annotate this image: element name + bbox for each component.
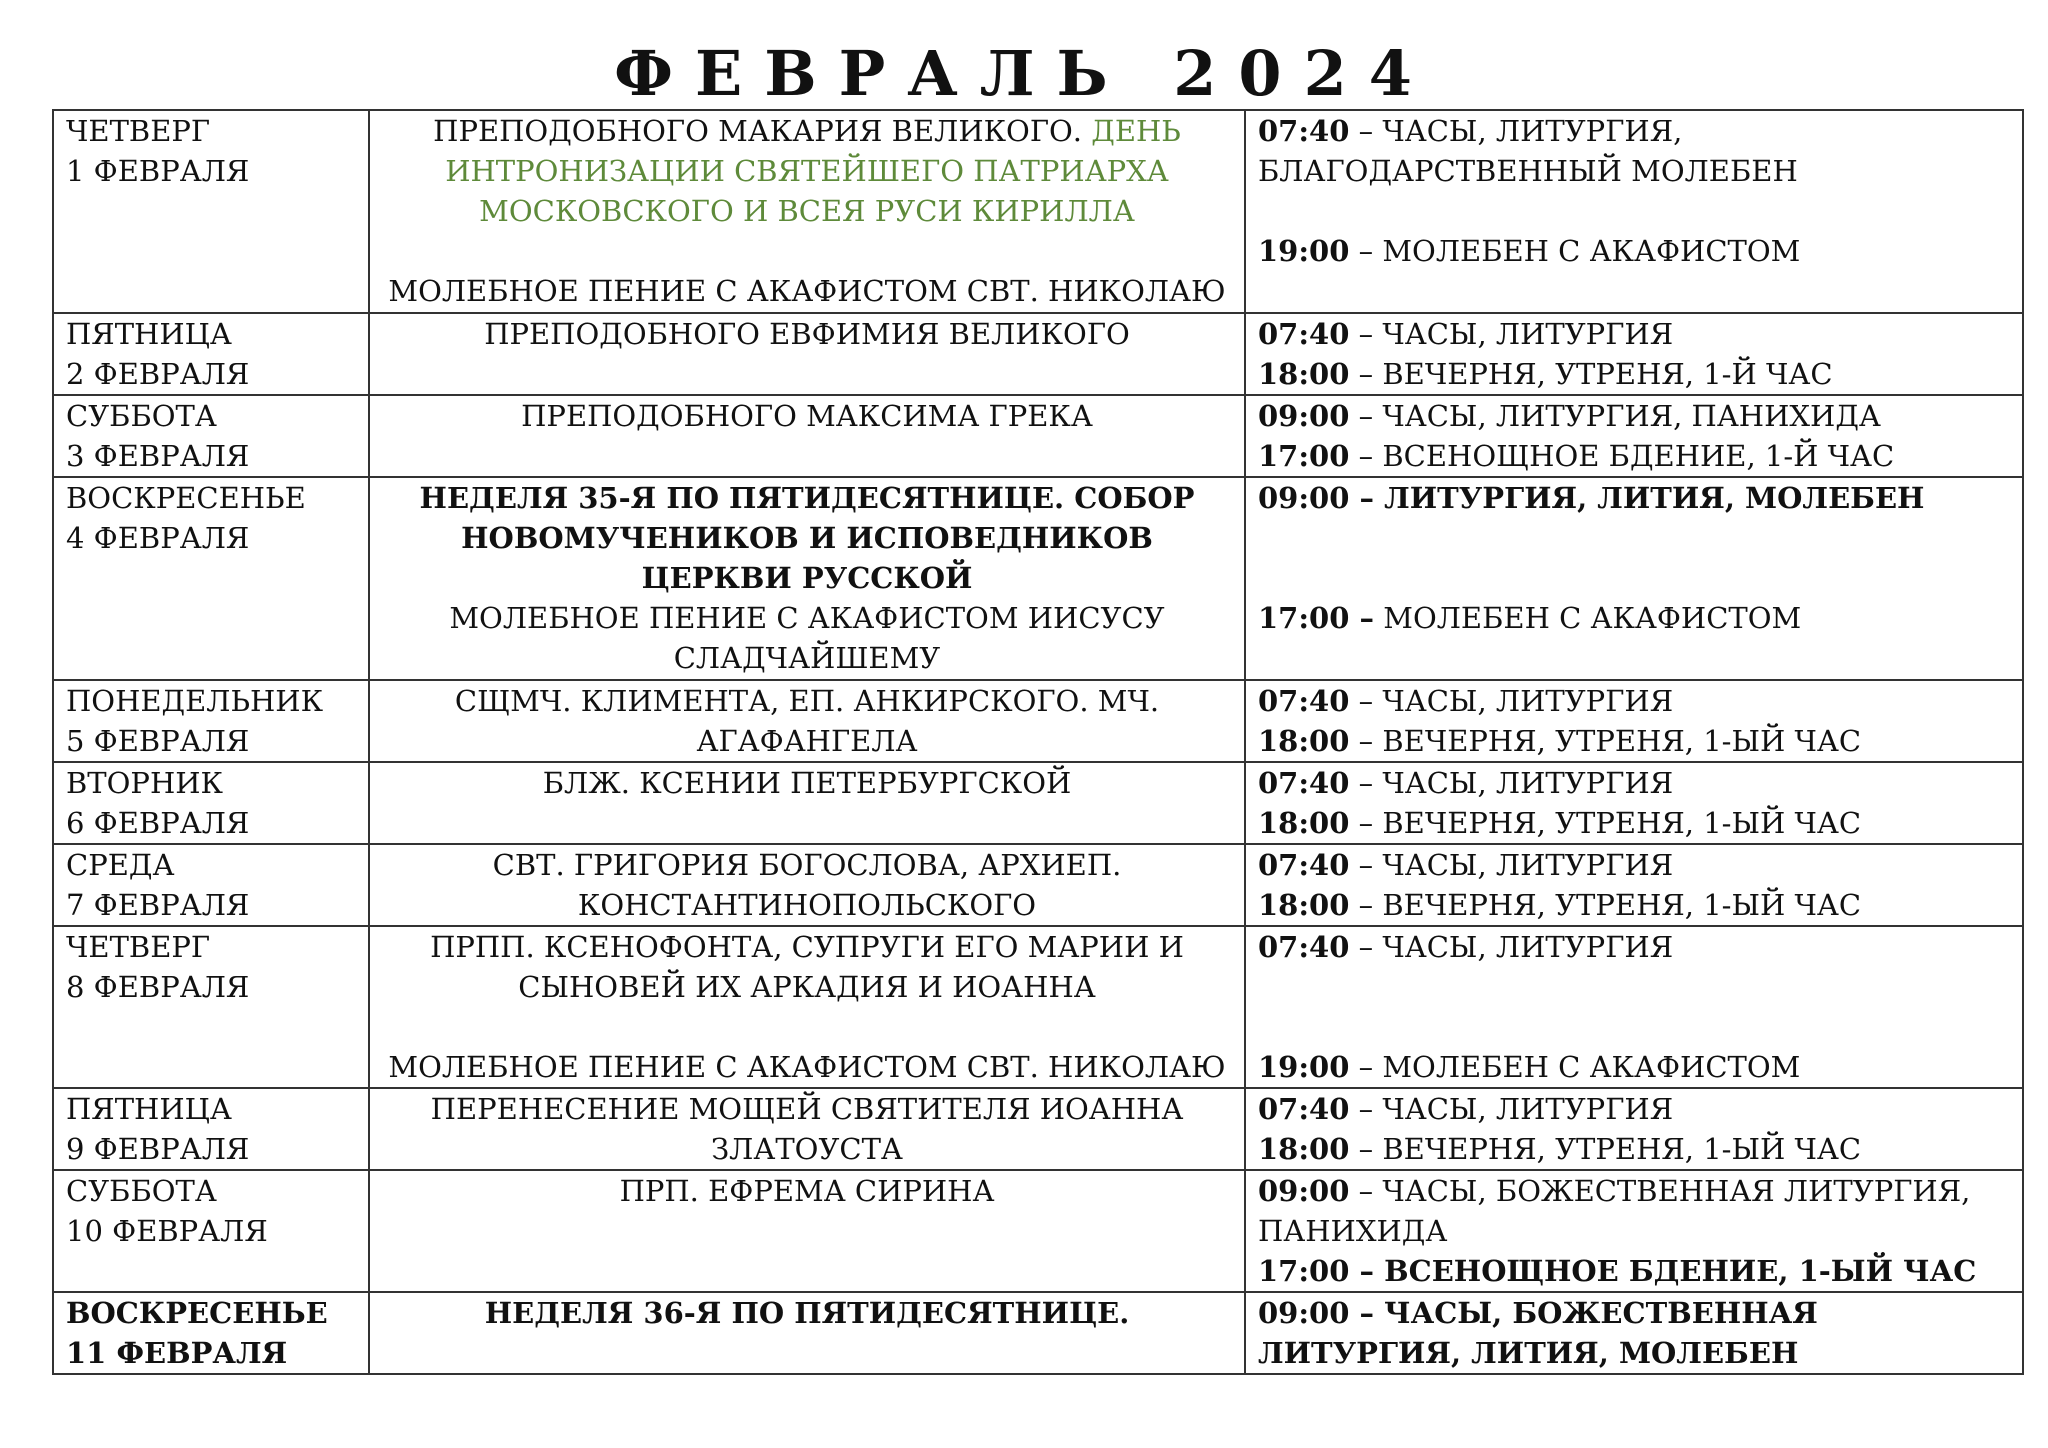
service-text: – МОЛЕБЕН С АКАФИСТОМ <box>1349 1050 1801 1084</box>
service-time: 17:00 <box>1258 439 1350 473</box>
date: 1 ФЕВРАЛЯ <box>66 154 250 188</box>
service-text: – ЛИТУРГИЯ, ЛИТИЯ, МОЛЕБЕН <box>1349 481 1925 515</box>
weekday: СУББОТА <box>66 1174 217 1208</box>
table-row <box>53 1088 2023 1170</box>
schedule-table <box>52 109 2024 1375</box>
page-title: ФЕВРАЛЬ 2024 <box>614 37 1434 110</box>
service-text: – ЧАСЫ, ЛИТУРГИЯ <box>1349 766 1674 800</box>
feast-cell <box>369 926 1245 1088</box>
feast-cell <box>369 844 1245 926</box>
service-time: 19:00 <box>1258 234 1350 268</box>
date-cell <box>53 844 369 926</box>
feast-title: ПРПП. КСЕНОФОНТА, СУПРУГИ ЕГО МАРИИ И СЫНОВЕЙ ИХ АРКАДИЯ И ИОАННА <box>430 930 1184 1004</box>
service-time: 09:00 <box>1258 399 1350 433</box>
services-cell <box>1245 926 2023 1088</box>
services-cell <box>1245 844 2023 926</box>
date: 7 ФЕВРАЛЯ <box>66 888 250 922</box>
service-time: 17:00 <box>1258 1254 1350 1288</box>
feast-extra: МОЛЕБНОЕ ПЕНИЕ С АКАФИСТОМ СВТ. НИКОЛАЮ <box>388 1050 1226 1084</box>
feast-cell <box>369 313 1245 395</box>
service-text: – ЧАСЫ, БОЖЕСТВЕННАЯ ЛИТУРГИЯ, ЛИТИЯ, МОЛЕБЕН <box>1258 1296 1818 1370</box>
feast-title: ПЕРЕНЕСЕНИЕ МОЩЕЙ СВЯТИТЕЛЯ ИОАННА ЗЛАТОУСТА <box>430 1092 1184 1166</box>
service-text: МОЛЕБЕН С АКАФИСТОМ <box>1374 601 1802 635</box>
table-row <box>53 926 2023 1088</box>
date: 2 ФЕВРАЛЯ <box>66 357 250 391</box>
service-text: – ЧАСЫ, ЛИТУРГИЯ <box>1349 684 1674 718</box>
feast-cell <box>369 1088 1245 1170</box>
services-cell <box>1245 395 2023 477</box>
weekday: ПЯТНИЦА <box>66 317 232 351</box>
table-row <box>53 762 2023 844</box>
service-text: – ЧАСЫ, ЛИТУРГИЯ, БЛАГОДАРСТВЕННЫЙ МОЛЕБЕН <box>1258 114 1798 188</box>
feast-title: ПРЕПОДОБНОГО ЕВФИМИЯ ВЕЛИКОГО <box>484 317 1130 351</box>
services-cell <box>1245 680 2023 762</box>
date: 5 ФЕВРАЛЯ <box>66 724 250 758</box>
service-time: 18:00 <box>1258 1132 1350 1166</box>
feast-title: СЩМЧ. КЛИМЕНТА, ЕП. АНКИРСКОГО. МЧ. АГАФАНГЕЛА <box>454 684 1160 758</box>
service-time: 18:00 <box>1258 357 1350 391</box>
feast-title: СВТ. ГРИГОРИЯ БОГОСЛОВА, АРХИЕП. КОНСТАНТИНОПОЛЬСКОГО <box>492 848 1122 922</box>
services-cell <box>1245 762 2023 844</box>
weekday: СУББОТА <box>66 399 217 433</box>
service-time: 07:40 <box>1258 766 1350 800</box>
table-row <box>53 313 2023 395</box>
table-row <box>53 680 2023 762</box>
feast-extra: МОЛЕБНОЕ ПЕНИЕ С АКАФИСТОМ СВТ. НИКОЛАЮ <box>388 274 1226 308</box>
date: 3 ФЕВРАЛЯ <box>66 439 250 473</box>
service-text: – ЧАСЫ, ЛИТУРГИЯ <box>1349 848 1674 882</box>
feast-cell <box>369 395 1245 477</box>
date: 8 ФЕВРАЛЯ <box>66 970 250 1004</box>
date-cell <box>53 395 369 477</box>
date-cell <box>53 762 369 844</box>
weekday: ЧЕТВЕРГ <box>66 930 211 964</box>
services-cell <box>1245 1088 2023 1170</box>
service-text: – ВСЕНОЩНОЕ БДЕНИЕ, 1-ЫЙ ЧАС <box>1349 1254 1977 1288</box>
service-time: 18:00 <box>1258 888 1350 922</box>
table-row <box>53 110 2023 313</box>
service-text: – ЧАСЫ, ЛИТУРГИЯ <box>1349 317 1674 351</box>
date: 10 ФЕВРАЛЯ <box>66 1214 268 1248</box>
services-cell <box>1245 477 2023 680</box>
service-text: – ЧАСЫ, ЛИТУРГИЯ <box>1349 1092 1674 1126</box>
feast-extra: МОЛЕБНОЕ ПЕНИЕ С АКАФИСТОМ ИИСУСУ СЛАДЧАЙШЕМУ <box>449 601 1165 675</box>
date: 4 ФЕВРАЛЯ <box>66 521 250 555</box>
service-time: 09:00 <box>1258 1296 1350 1330</box>
services-cell <box>1245 1170 2023 1292</box>
services-cell <box>1245 110 2023 313</box>
service-time: 07:40 <box>1258 114 1350 148</box>
services-cell <box>1245 313 2023 395</box>
weekday: ВОСКРЕСЕНЬЕ <box>66 1296 328 1330</box>
feast-title: БЛЖ. КСЕНИИ ПЕТЕРБУРГСКОЙ <box>542 766 1072 800</box>
date-cell <box>53 110 369 313</box>
weekday: ВТОРНИК <box>66 766 223 800</box>
service-time: 07:40 <box>1258 684 1350 718</box>
service-time: 17:00 <box>1258 601 1350 635</box>
date-cell <box>53 477 369 680</box>
service-time: 07:40 <box>1258 317 1350 351</box>
feast-cell <box>369 1170 1245 1292</box>
weekday: СРЕДА <box>66 848 175 882</box>
service-time: 07:40 <box>1258 1092 1350 1126</box>
feast-cell <box>369 680 1245 762</box>
table-row <box>53 844 2023 926</box>
service-text: – ВСЕНОЩНОЕ БДЕНИЕ, 1-Й ЧАС <box>1349 439 1895 473</box>
service-text: – МОЛЕБЕН С АКАФИСТОМ <box>1349 234 1801 268</box>
table-row <box>53 395 2023 477</box>
service-text: – ВЕЧЕРНЯ, УТРЕНЯ, 1-Й ЧАС <box>1349 357 1833 391</box>
date-cell <box>53 1170 369 1292</box>
date: 6 ФЕВРАЛЯ <box>66 806 250 840</box>
feast-cell <box>369 477 1245 680</box>
service-text: – ВЕЧЕРНЯ, УТРЕНЯ, 1-ЫЙ ЧАС <box>1349 888 1862 922</box>
feast-cell <box>369 762 1245 844</box>
feast-title: НЕДЕЛЯ 36-Я ПО ПЯТИДЕСЯТНИЦЕ. <box>484 1296 1130 1330</box>
service-text: – ЧАСЫ, ЛИТУРГИЯ, ПАНИХИДА <box>1349 399 1881 433</box>
date-cell <box>53 1292 369 1374</box>
date-cell <box>53 680 369 762</box>
table-row <box>53 1292 2023 1374</box>
feast-title: ПРП. ЕФРЕМА СИРИНА <box>619 1174 995 1208</box>
service-time: 09:00 <box>1258 1174 1350 1208</box>
date: 9 ФЕВРАЛЯ <box>66 1132 250 1166</box>
feast-title: ПРЕПОДОБНОГО МАКСИМА ГРЕКА <box>521 399 1093 433</box>
service-text: – ВЕЧЕРНЯ, УТРЕНЯ, 1-ЫЙ ЧАС <box>1349 806 1862 840</box>
weekday: ЧЕТВЕРГ <box>66 114 211 148</box>
table-row <box>53 1170 2023 1292</box>
service-text: – ВЕЧЕРНЯ, УТРЕНЯ, 1-ЫЙ ЧАС <box>1349 724 1862 758</box>
service-dash: – <box>1349 601 1375 635</box>
service-time: 09:00 <box>1258 481 1350 515</box>
service-text: – ЧАСЫ, ЛИТУРГИЯ <box>1349 930 1674 964</box>
weekday: ПЯТНИЦА <box>66 1092 232 1126</box>
date-cell <box>53 926 369 1088</box>
date-cell <box>53 1088 369 1170</box>
date: 11 ФЕВРАЛЯ <box>66 1336 288 1370</box>
table-row <box>53 477 2023 680</box>
weekday: ПОНЕДЕЛЬНИК <box>66 684 324 718</box>
service-time: 18:00 <box>1258 724 1350 758</box>
date-cell <box>53 313 369 395</box>
feast-title: ПРЕПОДОБНОГО МАКАРИЯ ВЕЛИКОГО. <box>433 114 1083 148</box>
feast-cell <box>369 1292 1245 1374</box>
weekday: ВОСКРЕСЕНЬЕ <box>66 481 306 515</box>
feast-highlight: ДЕНЬ ИНТРОНИЗАЦИИ СВЯТЕЙШЕГО ПАТРИАРХА МОСКОВСКОГО И ВСЕЯ РУСИ КИРИЛЛА <box>445 114 1181 228</box>
service-time: 18:00 <box>1258 806 1350 840</box>
service-time: 19:00 <box>1258 1050 1350 1084</box>
service-text: – ВЕЧЕРНЯ, УТРЕНЯ, 1-ЫЙ ЧАС <box>1349 1132 1862 1166</box>
service-time: 07:40 <box>1258 930 1350 964</box>
feast-title: НЕДЕЛЯ 35-Я ПО ПЯТИДЕСЯТНИЦЕ. СОБОР НОВОМУЧЕНИКОВ И ИСПОВЕДНИКОВ ЦЕРКВИ РУССКОЙ <box>419 481 1195 595</box>
service-time: 07:40 <box>1258 848 1350 882</box>
feast-cell <box>369 110 1245 313</box>
service-text: – ЧАСЫ, БОЖЕСТВЕННАЯ ЛИТУРГИЯ, ПАНИХИДА <box>1258 1174 1971 1248</box>
services-cell <box>1245 1292 2023 1374</box>
